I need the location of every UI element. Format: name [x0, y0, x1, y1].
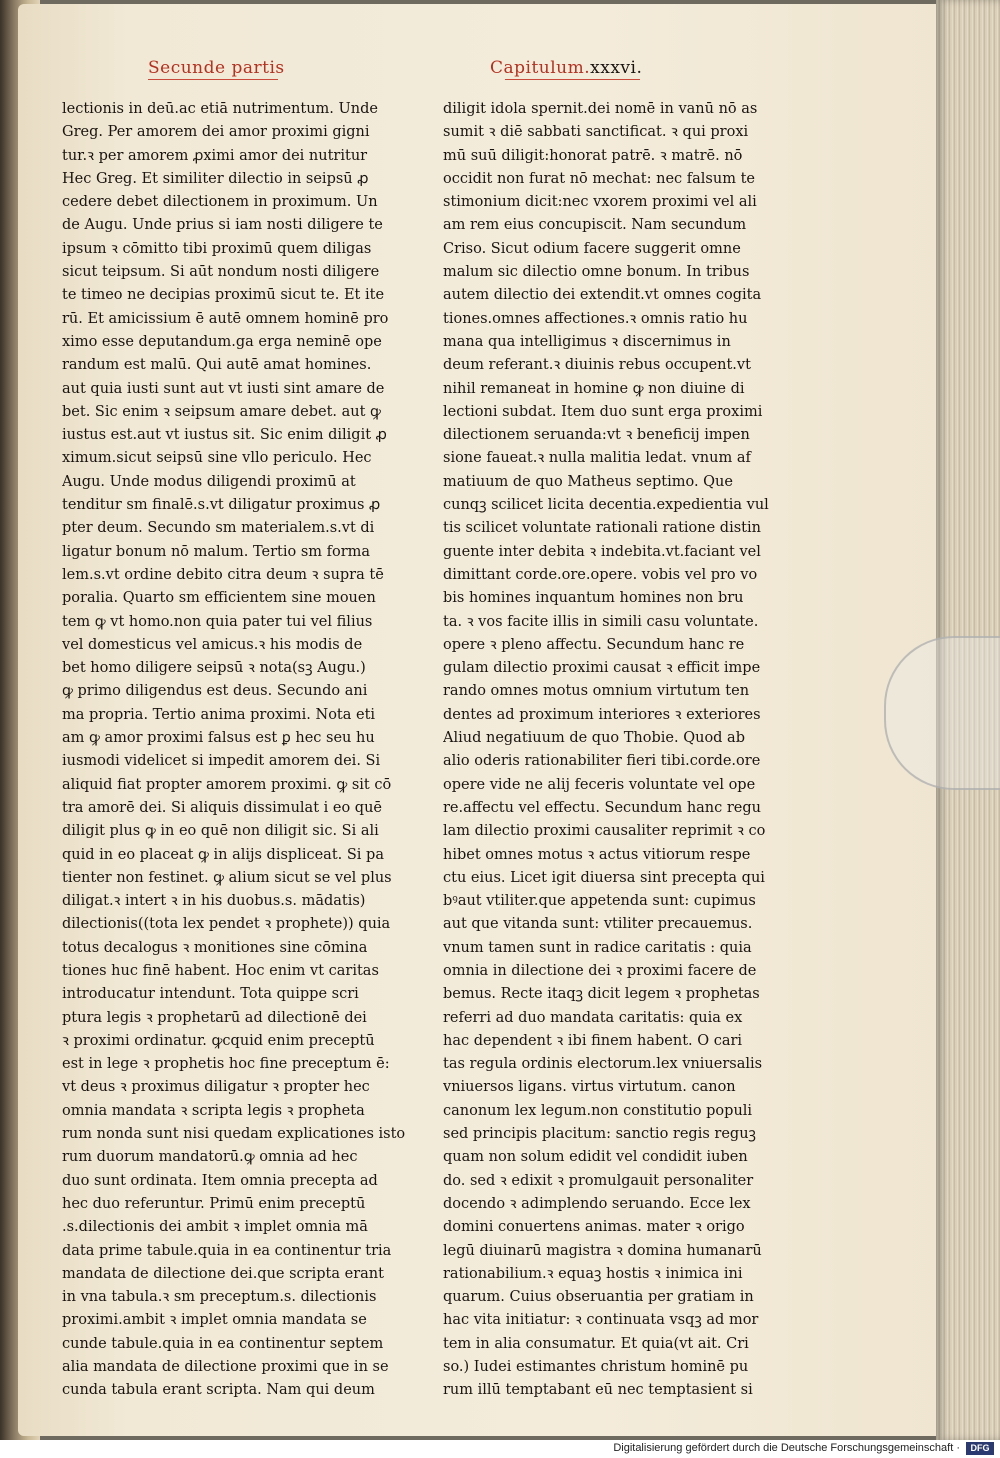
header-rule-right	[505, 79, 640, 80]
text-line: .s.dilectionis dei ambit ꝛ implet omnia mā	[62, 1219, 368, 1236]
text-line: quam non solum edidit vel condidit iuben	[443, 1149, 748, 1166]
text-line: cedere debet dilectionem in proximum. Un	[62, 194, 378, 211]
text-line: docendo ꝛ adimplendo seruando. Ecce lex	[443, 1195, 751, 1212]
text-line: diligit idola spernit.dei nomē in vanū nō as	[443, 101, 758, 117]
text-line: mandata de dilectione dei.que scripta erant	[62, 1265, 384, 1282]
text-line: iusmodi videlicet si impedit amorem dei. Si	[62, 753, 381, 770]
text-line: domini conuertens animas. mater ꝛ origo	[443, 1219, 745, 1236]
text-line: occidit non furat nō mechat: nec falsum te	[443, 170, 755, 187]
text-line: am ꝙ amor proximi falsus est ꝑ hec seu hu	[62, 730, 375, 747]
text-line: ximo esse deputandum.ga erga neminē ope	[62, 333, 382, 350]
text-line: lectioni subdat. Item duo sunt erga proximi	[443, 403, 763, 420]
text-line: bis homines inquantum homines non bru	[443, 590, 744, 607]
text-line: cunde tabule.quia in ea continentur septem	[62, 1335, 384, 1352]
text-line: bꝰaut vtiliter.que appetenda sunt: cupimus	[443, 893, 756, 910]
text-line: aliquid fiat propter amorem proximi. ꝙ sit cō	[62, 776, 392, 793]
text-line: data prime tabule.quia in ea continentur tria	[62, 1242, 392, 1259]
text-line: iustus est.aut vt iustus sit. Sic enim diligit ꝓ	[62, 427, 387, 444]
chapter-number: xxxvi.	[590, 58, 643, 78]
text-line: alio oderis rationabiliter fieri tibi.corde.ore	[443, 753, 761, 770]
text-line: diligit plus ꝙ in eo quē non diligit sic. Si ali	[62, 823, 379, 840]
text-line: gulam dilectio proximi causat ꝛ efficit impe	[443, 660, 761, 677]
text-line: lectionis in deū.ac etiā nutrimentum. Unde	[62, 101, 378, 117]
text-line: tis scilicet voluntate rationali ratione distin	[443, 520, 761, 537]
text-line: bet. Sic enim ꝛ seipsum amare debet. aut ꝙ	[62, 403, 381, 420]
text-line: stimonium dicit:nec vxorem proximi vel ali	[443, 194, 757, 211]
text-line: diligat.ꝛ intert ꝛ in his duobus.s. mādatis)	[62, 893, 366, 910]
text-line: referri ad duo mandata caritatis: quia ex	[443, 1009, 743, 1026]
text-line: vniuersos ligans. virtus virtutum. canon	[443, 1079, 736, 1096]
text-line: introducatur intendunt. Tota quippe scri	[62, 986, 359, 1003]
text-line: lem.s.vt ordine debito citra deum ꝛ supra tē	[62, 566, 384, 583]
text-line: vt deus ꝛ proximus diligatur ꝛ propter hec	[62, 1079, 370, 1096]
text-column-left	[62, 98, 414, 1403]
text-line: am rem eius concupiscit. Nam secundum	[443, 217, 747, 234]
text-line: vel domesticus vel amicus.ꝛ his modis de	[62, 636, 363, 653]
text-line: rationabilium.ꝛ equaꝫ hostis ꝛ inimica ini	[443, 1265, 743, 1282]
text-line: rum duorum mandatorū.ꝙ omnia ad hec	[62, 1149, 358, 1166]
text-line: quarum. Cuius obseruantia per gratiam in	[443, 1289, 754, 1306]
text-line: tem in alia consumatur. Et quia(vt ait. Cri	[443, 1335, 749, 1352]
text-line: nihil remaneat in homine ꝙ non diuine di	[443, 380, 745, 397]
text-line: do. sed ꝛ edixit ꝛ promulgauit personaliter	[443, 1172, 754, 1189]
text-line: dilectionem seruanda:vt ꝛ beneficij impen	[443, 427, 750, 444]
text-column-right	[443, 98, 793, 1403]
text-line: bemus. Recte itaqꝫ dicit legem ꝛ prophetas	[443, 986, 760, 1003]
text-line: rum illū temptabant eū nec temptasient si	[443, 1382, 753, 1399]
text-line: bet homo diligere seipsū ꝛ nota(sꝫ Augu.)	[62, 660, 366, 677]
text-line: tur.ꝛ per amorem ꝓximi amor dei nutritur	[62, 147, 368, 164]
text-line: alia mandata de dilectione proximi que in se	[62, 1359, 389, 1376]
text-line: hac dependent ꝛ ibi finem habent. O cari	[443, 1032, 743, 1049]
text-line: malum sic dilectio omne bonum. In tribus	[443, 264, 750, 281]
text-line: de Augu. Unde prius si iam nosti diligere te	[62, 217, 383, 234]
text-line: duo sunt ordinata. Item omnia precepta ad	[62, 1172, 378, 1189]
text-line: opere ꝛ pleno affectu. Secundum hanc re	[443, 636, 745, 653]
dfg-logo: DFG	[966, 1442, 994, 1455]
text-line: tra amorē dei. Si aliquis dissimulat i eo quē	[62, 799, 382, 816]
text-line: tiones huc finē habent. Hoc enim vt caritas	[62, 962, 379, 979]
text-line: tenditur sm finalē.s.vt diligatur proximus ꝓ	[62, 497, 381, 514]
text-line: Augu. Unde modus diligendi proximū at	[62, 473, 356, 490]
text-line: guente inter debita ꝛ indebita.vt.faciant vel	[443, 543, 761, 560]
text-line: quid in eo placeat ꝙ in alijs displiceat. Si pa	[62, 846, 384, 863]
text-line: ipsum ꝛ cōmitto tibi proximū quem diligas	[62, 240, 372, 257]
text-line: ctu eius. Licet igit diuersa sint precepta qui	[443, 869, 765, 886]
text-line: tas regula ordinis electorum.lex vniuersalis	[443, 1056, 763, 1073]
text-line: canonum lex legum.non constitutio populi	[443, 1102, 753, 1119]
chapter-label: Capitulum.	[490, 58, 591, 78]
text-line: aut que vitanda sunt: vtiliter precauemus.	[443, 916, 753, 933]
text-line: sumit ꝛ diē sabbati sanctificat. ꝛ qui proxi	[443, 124, 749, 141]
text-line: in vna tabula.ꝛ sm preceptum.s. dilectionis	[62, 1289, 377, 1306]
funding-notice: Digitalisierung gefördert durch die Deutsche Forschungsgemeinschaft ·	[613, 1442, 960, 1454]
text-line: cunqꝫ scilicet licita decentia.expedientia vul	[443, 497, 769, 514]
text-line: mū suū diligit:honorat patrē. ꝛ matrē. nō	[443, 147, 743, 164]
text-line: aut quia iusti sunt aut vt iusti sint amare de	[62, 380, 385, 397]
text-line: ꝛ proximi ordinatur. ꝙcquid enim preceptū	[62, 1032, 375, 1049]
text-line: pter deum. Secundo sm materialem.s.vt di	[62, 520, 375, 537]
text-line: te timeo ne decipias proximū sicut te. Et ite	[62, 287, 385, 304]
text-line: tiones.omnes affectiones.ꝛ omnis ratio hu	[443, 310, 748, 327]
running-head-right	[490, 58, 642, 78]
text-line: rando omnes motus omnium virtutum ten	[443, 683, 750, 700]
text-line: mana qua intelligimus ꝛ discernimus in	[443, 333, 731, 350]
text-line: sicut teipsum. Si aūt nondum nosti diligere	[62, 264, 380, 281]
text-line: hac vita initiatur: ꝛ continuata vsqꝫ ad mor	[443, 1312, 759, 1329]
text-line: omnia mandata ꝛ scripta legis ꝛ propheta	[62, 1102, 365, 1119]
text-line: rum nonda sunt nisi quedam explicationes isto	[62, 1126, 406, 1143]
text-line: vnum tamen sunt in radice caritatis : quia	[443, 939, 752, 956]
page-clip	[884, 636, 1000, 790]
text-line: sed principis placitum: sanctio regis reguꝫ	[443, 1126, 756, 1143]
text-line: legū diuinarū magistra ꝛ domina humanarū	[443, 1242, 762, 1259]
text-line: dimittant corde.ore.opere. vobis vel pro vo	[443, 566, 758, 583]
text-line: so.) Iudei estimantes christum hominē pu	[443, 1359, 749, 1376]
header-rule-left	[148, 79, 278, 80]
scan-footer	[0, 1440, 1000, 1458]
text-line: randum est malū. Qui autē amat homines.	[62, 357, 372, 374]
text-line: opere vide ne alij feceris voluntate vel ope	[443, 776, 756, 793]
text-line: Greg. Per amorem dei amor proximi gigni	[62, 124, 370, 141]
text-line: matiuum de quo Matheus septimo. Que	[443, 473, 733, 490]
text-line: sione faueat.ꝛ nulla malitia ledat. vnum af	[443, 450, 751, 467]
text-line: Hec Greg. Et similiter dilectio in seipsū ꝓ	[62, 170, 369, 187]
text-line: proximi.ambit ꝛ implet omnia mandata se	[62, 1312, 367, 1329]
text-line: ptura legis ꝛ prophetarū ad dilectionē dei	[62, 1009, 367, 1026]
text-line: ꝙ primo diligendus est deus. Secundo ani	[62, 683, 368, 700]
text-line: omnia in dilectione dei ꝛ proximi facere de	[443, 962, 757, 979]
text-line: cunda tabula erant scripta. Nam qui deum	[62, 1382, 375, 1399]
text-line: lam dilectio proximi causaliter reprimit ꝛ co	[443, 823, 766, 840]
text-line: deum referant.ꝛ diuinis rebus occupent.vt	[443, 357, 751, 374]
text-line: poralia. Quarto sm efficientem sine mouen	[62, 590, 376, 607]
text-line: autem dilectio dei extendit.vt omnes cogita	[443, 287, 762, 304]
text-line: ligatur bonum nō malum. Tertio sm forma	[62, 543, 371, 560]
running-head-left: Secunde partis	[148, 58, 285, 78]
text-line: ximum.sicut seipsū sine vllo periculo. Hec	[62, 450, 372, 467]
text-line: dilectionis((tota lex pendet ꝛ prophete)) quia	[62, 916, 391, 933]
text-line: Aliud negatiuum de quo Thobie. Quod ab	[443, 730, 745, 747]
text-line: tem ꝙ vt homo.non quia pater tui vel filius	[62, 613, 373, 630]
text-line: Criso. Sicut odium facere suggerit omne	[443, 240, 741, 257]
text-line: rū. Et amicissium ē autē omnem hominē pro	[62, 310, 389, 327]
text-line: totus decalogus ꝛ monitiones sine cōmina	[62, 939, 368, 956]
text-line: ma propria. Tertio anima proximi. Nota eti	[62, 706, 376, 723]
text-line: ta. ꝛ vos facite illis in simili casu voluntate.	[443, 613, 759, 630]
text-line: hec duo referuntur. Primū enim preceptū	[62, 1195, 366, 1212]
text-line: est in lege ꝛ prophetis hoc fine preceptum ē:	[62, 1056, 390, 1073]
text-line: hibet omnes motus ꝛ actus vitiorum respe	[443, 846, 751, 863]
text-line: re.affectu vel effectu. Secundum hanc regu	[443, 799, 762, 816]
text-line: dentes ad proximum interiores ꝛ exteriores	[443, 706, 761, 723]
text-line: tienter non festinet. ꝙ alium sicut se vel plus	[62, 869, 392, 886]
